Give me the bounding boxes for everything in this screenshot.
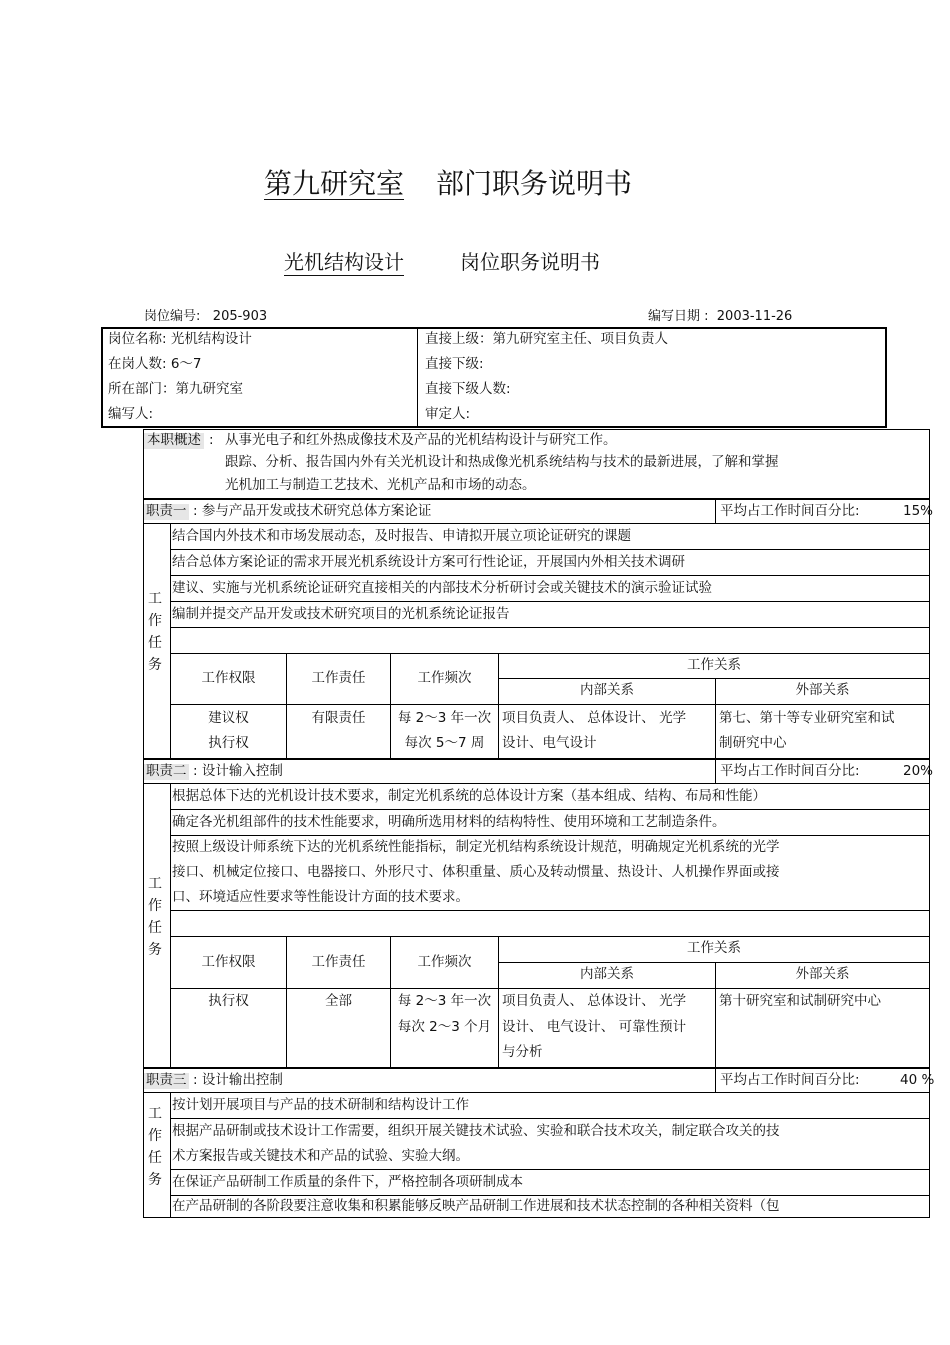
duty-2-responsibility: 全部	[325, 993, 352, 1009]
position-title-suffix: 岗位职务说明书	[460, 250, 600, 274]
duty-1-responsibility-header: 工作责任	[311, 670, 366, 686]
duty-1-pct: 15%	[903, 503, 934, 519]
duty-1-pct-divider	[715, 499, 716, 524]
direct-superior-field: 直接上级：第九研究室主任、项目负责人	[425, 331, 668, 347]
position-name: 光机结构设计	[284, 250, 404, 274]
duty-2-frequency: 每 2～3 年一次	[397, 993, 492, 1009]
duty-3-label: 职责三	[146, 1072, 187, 1088]
duty-2-task: 确定各光机组部件的技术性能要求，明确所选用材料的结构特性、使用环境和工艺制造条件。	[172, 814, 726, 830]
duty-3-pct-label: 平均占工作时间百分比:	[720, 1072, 860, 1088]
direct-subordinate-field: 直接下级:	[425, 356, 484, 372]
summary-line: 从事光电子和红外热成像技术及产品的光机结构设计与研究工作。	[225, 432, 617, 448]
duty-1-frequency: 每次 5～7 周	[404, 735, 485, 751]
summary-line: 光机加工与制造工艺技术、光机产品和市场的动态。	[225, 477, 536, 493]
duty-2-title: : 设计输入控制	[193, 763, 283, 779]
summary-line: 跟踪、分析、报告国内外有关光机设计和热成像光机系统结构与技术的最新进展，了解和掌握	[225, 454, 779, 470]
duty-2-authority: 执行权	[208, 993, 249, 1009]
position-name-field: 岗位名称: 光机结构设计	[108, 331, 252, 347]
duty-1-task: 建议、实施与光机系统论证研究直接相关的内部技术分析研讨会或关键技术的演示验证试验	[172, 580, 712, 596]
duty-1-top-border	[143, 498, 930, 500]
duty-3-task: 根据产品研制或技术设计工作需要，组织开展关键技术试验、实验和联合技术攻关，制定联合攻关的技	[172, 1123, 780, 1139]
duty-1-internal: 项目负责人、 总体设计、 光学	[502, 710, 687, 726]
duty-3-title: : 设计输出控制	[193, 1072, 283, 1088]
duty-2-relation-header: 工作关系	[687, 940, 741, 956]
duty-3-task: 按计划开展项目与产品的技术研制和结构设计工作	[172, 1097, 469, 1113]
duty-2-task: 接口、机械定位接口、电器接口、外形尺寸、体积重量、质心及转动惯量、热设计、人机操作界面或接	[172, 864, 780, 880]
duty-2-label: 职责二	[146, 763, 187, 779]
duty-2-internal: 与分析	[502, 1044, 543, 1060]
department-field: 所在部门：第九研究室	[108, 381, 243, 397]
duty-3-top-border	[143, 1067, 930, 1069]
position-code-label: 岗位编号:	[144, 309, 201, 324]
duty-1-external-header: 外部关系	[795, 682, 850, 698]
duty-1-relation-header: 工作关系	[687, 657, 741, 673]
duty-1-internal: 设计、电气设计	[502, 735, 597, 751]
duty-1-authority: 执行权	[208, 735, 249, 751]
duty-2-frequency-header: 工作频次	[417, 954, 472, 970]
position-code-value: 205-903	[212, 309, 268, 324]
reviewer-field: 审定人:	[425, 406, 471, 422]
duty-1-task: 结合国内外技术和市场发展动态，及时报告、申请拟开展立项论证研究的课题	[172, 528, 631, 544]
subordinate-count-field: 直接下级人数:	[425, 381, 511, 397]
position-title	[284, 246, 600, 275]
duty-1-internal-header: 内部关系	[580, 682, 634, 698]
duty-2-pct-label: 平均占工作时间百分比:	[720, 763, 860, 779]
duty-2-header-bottom	[143, 783, 930, 784]
duty-2-external: 第十研究室和试制研究中心	[719, 993, 881, 1009]
duty-3-header-bottom	[143, 1092, 930, 1093]
duty-1-frequency: 每 2～3 年一次	[397, 710, 492, 726]
headcount-field: 在岗人数: 6～7	[108, 356, 202, 372]
duty-2-internal-header: 内部关系	[580, 966, 634, 982]
duty-1-title: : 参与产品开发或技术研究总体方案论证	[193, 503, 432, 519]
write-date-label: 编写日期 :	[648, 309, 709, 324]
position-code	[144, 305, 267, 324]
duty-2-internal: 设计、 电气设计、 可靠性预计	[502, 1019, 687, 1035]
table-left-border	[143, 429, 144, 1218]
duty-1-header-bottom	[143, 523, 930, 524]
duty-2-external-header: 外部关系	[795, 966, 850, 982]
duty-1-label: 职责一	[146, 503, 187, 519]
duty-2-internal: 项目负责人、 总体设计、 光学	[502, 993, 687, 1009]
duty-2-pct: 20%	[903, 763, 934, 779]
duty-1-responsibility: 有限责任	[311, 710, 366, 726]
table-right-border	[929, 429, 930, 1218]
duty-1-external: 第七、第十等专业研究室和试	[719, 710, 895, 726]
duty-2-top-border	[143, 758, 930, 760]
duty-2-task: 根据总体下达的光机设计技术要求，制定光机系统的总体设计方案（基本组成、结构、布局和性能）	[172, 788, 766, 804]
duty-2-frequency: 每次 2～3 个月	[397, 1019, 492, 1035]
duty-1-task: 结合总体方案论证的需求开展光机系统设计方案可行性论证，开展国内外相关技术调研	[172, 554, 685, 570]
duty-3-task: 在保证产品研制工作质量的条件下，严格控制各项研制成本	[172, 1174, 523, 1190]
department-name: 第九研究室	[264, 167, 405, 200]
duty-3-task: 在产品研制的各阶段要注意收集和积累能够反映产品研制工作进展和技术状态控制的各种相关资料（包	[172, 1198, 780, 1214]
duty-2-responsibility-header: 工作责任	[311, 954, 366, 970]
duty-1-authority-header: 工作权限	[201, 670, 256, 686]
department-title	[232, 162, 632, 202]
duty-2-authority-header: 工作权限	[201, 954, 256, 970]
duty-1-external: 制研究中心	[719, 735, 787, 751]
summary-colon: :	[209, 432, 214, 448]
duty-2-task: 口、环境适应性要求等性能设计方面的技术要求。	[172, 889, 469, 905]
duty-1-authority: 建议权	[208, 710, 249, 726]
duty-3-task: 术方案报告或关键技术和产品的试验、实验大纲。	[172, 1148, 469, 1164]
summary-label: 本职概述	[144, 433, 204, 449]
write-date	[648, 305, 792, 324]
table-top-border	[143, 429, 930, 430]
duty-1-pct-label: 平均占工作时间百分比:	[720, 503, 860, 519]
duty-2-task: 按照上级设计师系统下达的光机系统性能指标，制定光机结构系统设计规范，明确规定光机系统的光学	[172, 839, 780, 855]
work-task-label: 工 作 任 务	[148, 591, 162, 673]
duty-1-frequency-header: 工作频次	[417, 670, 472, 686]
duty-1-task: 编制并提交产品开发或技术研究项目的光机系统论证报告	[172, 606, 510, 622]
department-title-suffix: 部门职务说明书	[436, 167, 633, 200]
write-date-value: 2003-11-26	[716, 309, 793, 324]
work-task-label: 工 作 任 务	[148, 1106, 162, 1188]
info-box-divider	[417, 329, 418, 427]
work-task-label: 工 作 任 务	[148, 876, 162, 958]
writer-field: 编写人:	[108, 406, 154, 422]
duty-3-pct: 40 %	[900, 1072, 935, 1088]
